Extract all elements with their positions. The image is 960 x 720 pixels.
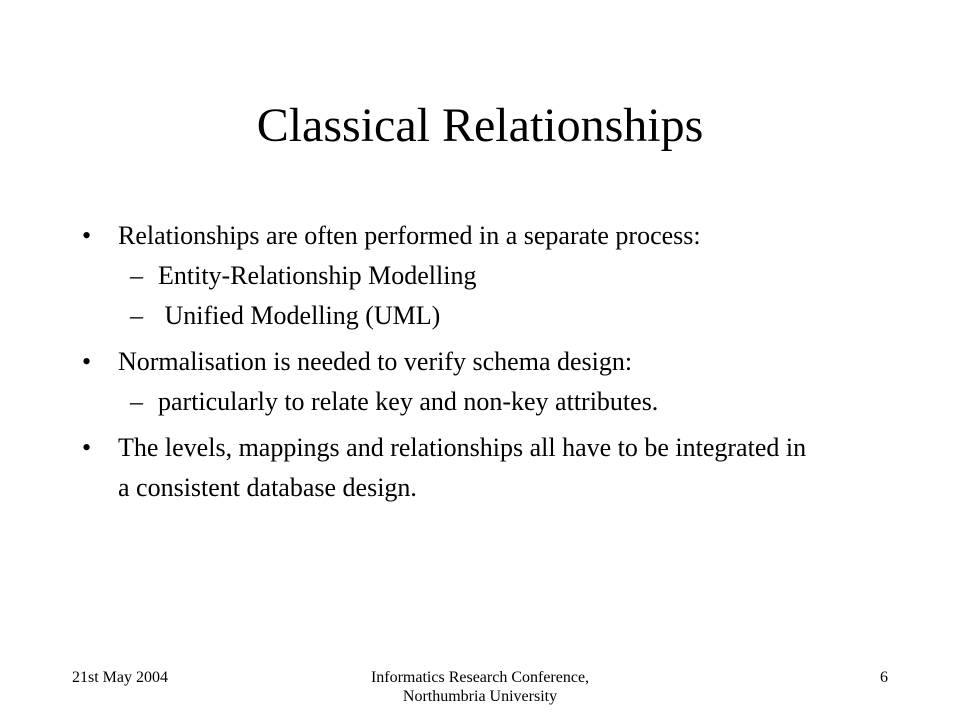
bullet-text: Normalisation is needed to verify schema design: bbox=[118, 347, 633, 376]
sub-bullet-item bbox=[82, 296, 882, 336]
bullet-item bbox=[82, 342, 882, 382]
dash-marker: – bbox=[130, 387, 143, 416]
bullet-marker: • bbox=[82, 347, 92, 376]
bullet-marker: • bbox=[82, 221, 92, 250]
page-number: 6 bbox=[880, 669, 888, 686]
bullet-item bbox=[82, 216, 882, 256]
bullet-text: Relationships are often performed in a separate process: bbox=[118, 221, 701, 250]
footer-event bbox=[310, 668, 650, 706]
dash-marker: – bbox=[130, 301, 143, 330]
footer-event-line1: Informatics Research Conference, bbox=[370, 669, 590, 686]
bullet-item bbox=[82, 428, 818, 508]
bullet-text: The levels, mappings and relationships all have to be integrated in a consistent database design. bbox=[118, 433, 807, 502]
slide-title: Classical Relationships bbox=[256, 99, 704, 152]
footer-date: 21st May 2004 bbox=[72, 669, 168, 686]
sub-bullet-item bbox=[82, 256, 882, 296]
footer-event-line2: Northumbria University bbox=[402, 688, 558, 705]
dash-marker: – bbox=[130, 261, 143, 290]
bullet-marker: • bbox=[82, 433, 92, 462]
bullet-list bbox=[82, 216, 882, 508]
sub-bullet-text: Unified Modelling (UML) bbox=[158, 301, 441, 330]
sub-bullet-text: Entity-Relationship Modelling bbox=[158, 261, 477, 290]
sub-bullet-item bbox=[82, 382, 882, 422]
sub-bullet-text: particularly to relate key and non-key attributes. bbox=[158, 387, 659, 416]
